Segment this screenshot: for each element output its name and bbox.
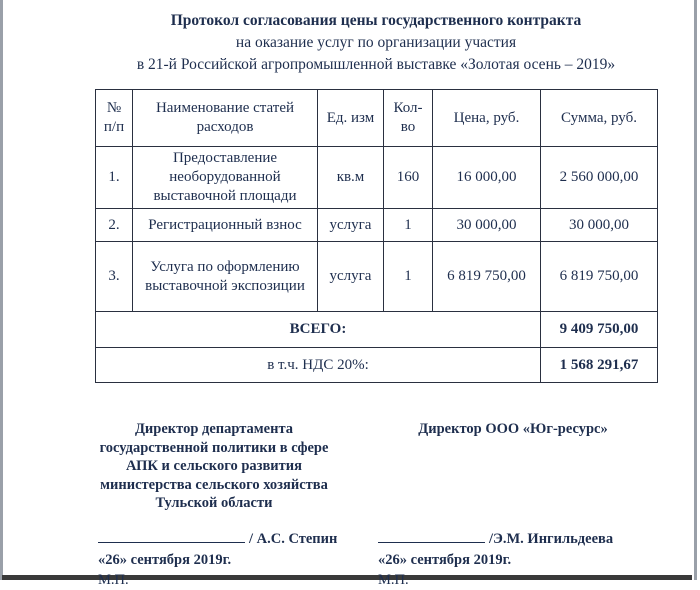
signature-line xyxy=(378,527,485,543)
total-row xyxy=(96,312,658,348)
header-name: Наименование статей расходов xyxy=(133,90,318,147)
header-qty: Кол-во xyxy=(384,90,433,147)
title-line-2: на оказание услуг по организации участия xyxy=(235,34,517,51)
customer-seal: М.П. xyxy=(98,572,129,588)
signature-line xyxy=(98,527,245,543)
row-price: 16 000,00 xyxy=(433,147,541,209)
signature-block-contractor xyxy=(378,420,657,590)
vat-row xyxy=(96,348,658,383)
vat-value: 1 568 291,67 xyxy=(541,348,658,383)
customer-name: / А.С. Степин xyxy=(249,531,338,547)
customer-date: «26» сентября 2019г. xyxy=(98,552,232,568)
customer-title-line: министерства сельского хозяйства xyxy=(100,476,328,493)
total-value: 9 409 750,00 xyxy=(541,312,658,348)
customer-title-line: АПК и сельского развития xyxy=(126,458,302,474)
header-sum: Сумма, руб. xyxy=(541,90,658,147)
customer-title-line: государственной политики в сфере xyxy=(99,439,329,456)
header-num: № п/п xyxy=(96,90,133,147)
signature-block-customer xyxy=(95,420,378,590)
customer-title-line: Директор департамента xyxy=(134,421,294,437)
header-unit: Ед. изм xyxy=(318,90,384,147)
contractor-seal: М.П. xyxy=(378,572,409,588)
row-num: 2. xyxy=(96,209,133,242)
title-line-1: Протокол согласования цены государственного контракта xyxy=(170,12,582,29)
row-sum: 6 819 750,00 xyxy=(541,242,658,312)
table-header-row xyxy=(96,90,658,147)
table-row xyxy=(96,209,658,242)
row-price: 30 000,00 xyxy=(433,209,541,242)
row-name: Услуга по оформлению выставочной экспозиции xyxy=(133,242,318,312)
header-price: Цена, руб. xyxy=(433,90,541,147)
customer-title xyxy=(95,420,333,513)
row-qty: 160 xyxy=(384,147,433,209)
row-sum: 30 000,00 xyxy=(541,209,658,242)
vat-label: в т.ч. НДС 20%: xyxy=(96,348,541,383)
customer-title-line: Тульской области xyxy=(155,495,273,511)
row-sum: 2 560 000,00 xyxy=(541,147,658,209)
row-name: Регистрационный взнос xyxy=(133,209,318,242)
row-unit: услуга xyxy=(318,242,384,312)
customer-signature-row xyxy=(95,527,378,548)
signature-area xyxy=(95,420,657,590)
table-row xyxy=(96,242,658,312)
page-edge-right xyxy=(694,0,697,580)
row-num: 1. xyxy=(96,147,133,209)
contractor-date: «26» сентября 2019г. xyxy=(378,552,512,568)
row-unit: услуга xyxy=(318,209,384,242)
row-name: Предоставление необорудованной выставочной площади xyxy=(133,147,318,209)
document-title xyxy=(95,10,657,76)
row-price: 6 819 750,00 xyxy=(433,242,541,312)
page-edge-left xyxy=(0,0,3,580)
table-row xyxy=(96,147,658,209)
row-unit: кв.м xyxy=(318,147,384,209)
contractor-title: Директор ООО «Юг-ресурс» xyxy=(418,421,608,437)
total-label: ВСЕГО: xyxy=(96,312,541,348)
contractor-signature-row xyxy=(378,527,657,548)
title-line-3: в 21-й Российской агропромышленной выставке «Золотая осень – 2019» xyxy=(136,56,616,73)
row-qty: 1 xyxy=(384,242,433,312)
row-num: 3. xyxy=(96,242,133,312)
row-qty: 1 xyxy=(384,209,433,242)
contractor-name: /Э.М. Ингильдеева xyxy=(489,531,614,547)
cost-table xyxy=(95,89,658,383)
document-body xyxy=(95,10,657,590)
